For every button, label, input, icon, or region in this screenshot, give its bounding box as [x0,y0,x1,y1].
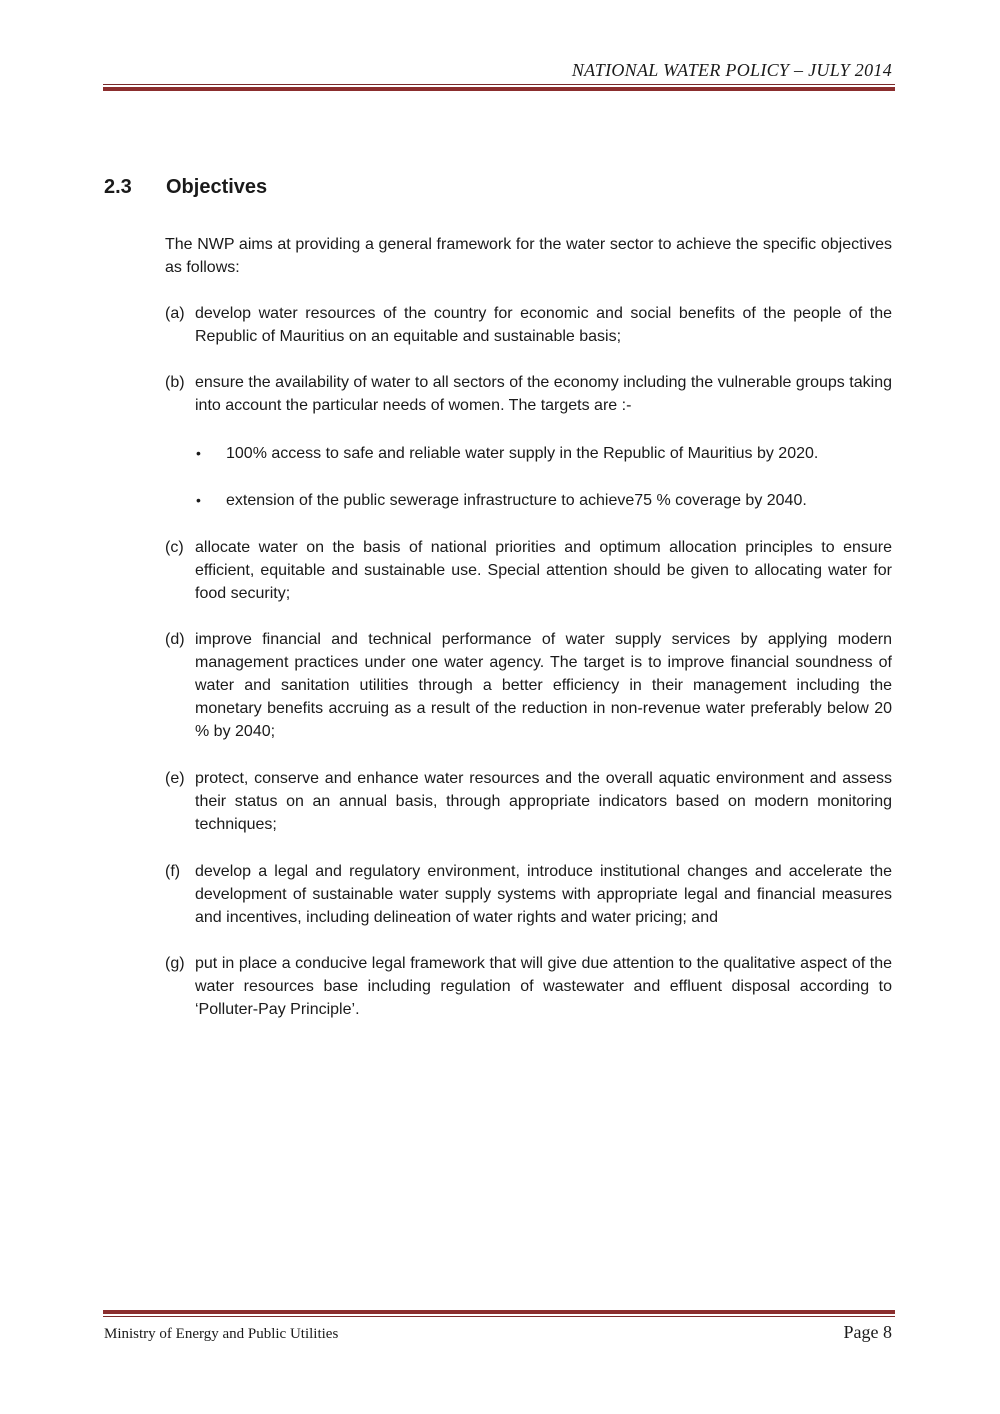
item-text: put in place a conducive legal framework that will give due attention to the qualitative aspect of the water resources base including regulation of wastewater and effluent disposal according to ‘Polluter-Pay Principle’. [195,955,892,1018]
item-marker: (e) [165,770,185,787]
objective-item-b [165,371,892,417]
bullet-icon: • [196,445,201,461]
item-marker: (b) [165,374,185,391]
footer-ministry: Ministry of Energy and Public Utilities [104,1326,339,1342]
target-bullet-2 [196,489,892,512]
item-text: develop a legal and regulatory environment, introduce institutional changes and accelerate the development of sustainable water supply systems with appropriate legal and financial measures and incentives, including delineation of water rights and water pricing; and [195,863,892,926]
section-number: 2.3 [104,176,132,198]
item-text: ensure the availability of water to all sectors of the economy including the vulnerable groups taking into account the particular needs of women. The targets are :- [195,374,892,414]
item-marker: (d) [165,631,185,648]
target-bullet-1 [196,442,892,465]
page-number: Page 8 [843,1322,892,1342]
bullet-text: extension of the public sewerage infrastructure to achieve75 % coverage by 2040. [226,492,807,509]
bullet-icon: • [196,492,201,508]
item-text: protect, conserve and enhance water resources and the overall aquatic environment and assess their status on an annual basis, through appropriate indicators based on modern monitoring techniques; [195,770,892,833]
item-text: allocate water on the basis of national priorities and optimum allocation principles to ensure efficient, equitable and sustainable use. Special attention should be given to allocating water for food security; [195,539,892,602]
objective-item-g [165,952,892,1021]
objective-item-f [165,860,892,929]
item-marker: (f) [165,863,181,880]
section-title: Objectives [166,176,268,198]
intro-paragraph: The NWP aims at providing a general framework for the water sector to achieve the specific objectives as follows: [165,236,892,276]
item-text: improve financial and technical performance of water supply services by applying modern management practices under one water agency. The target is to improve financial soundness of water and sanitation utilities through a better efficiency in their management including the monetary benefits accruing as a result of the reduction in non-revenue water preferably below 20 % by 2040; [195,631,892,740]
bullet-text: 100% access to safe and reliable water supply in the Republic of Mauritius by 2020. [226,445,819,462]
header-title: NATIONAL WATER POLICY – JULY 2014 [571,60,892,80]
objective-item-e [165,767,892,836]
section-heading [104,176,267,199]
item-marker: (c) [165,539,184,556]
objective-item-a [165,302,892,348]
objective-item-d [165,628,892,743]
footer-rule [103,1310,895,1317]
item-marker: (a) [165,305,185,322]
objective-item-c [165,536,892,605]
item-text: develop water resources of the country for economic and social benefits of the people of the Republic of Mauritius on an equitable and sustainable basis; [195,305,892,345]
header-rule [103,84,895,91]
item-marker: (g) [165,955,185,972]
